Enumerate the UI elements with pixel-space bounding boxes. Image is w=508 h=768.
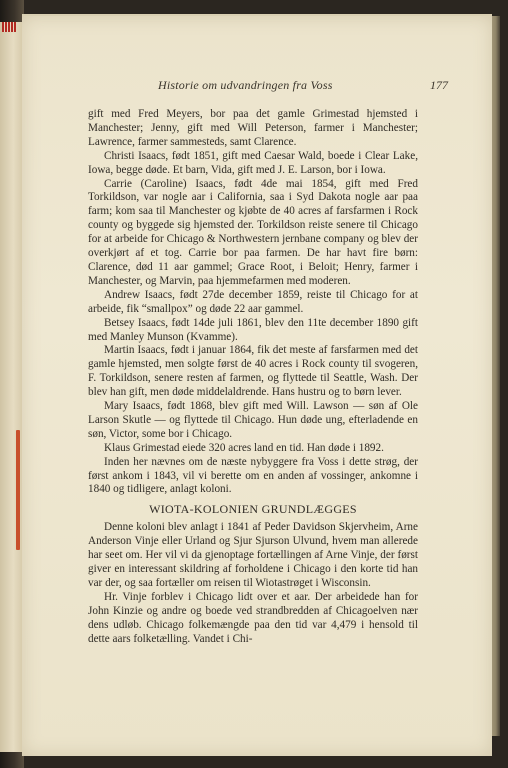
page-header [158,78,448,96]
page-body [88,108,418,646]
paragraph: Andrew Isaacs, født 27de december 1859, reiste til Chicago for at arbeide, fik “smallpox” og døde 22 aar gammel. [88,288,418,315]
book-spine-strip [0,22,23,752]
red-bookmark-ribbon [16,430,20,550]
paragraph: Martin Isaacs, født i januar 1864, fik det meste af farsfarmen med det gamle hjemsted, men solgte først de 40 acres i Rock county til svogeren, F. Torkildson, senere resten af farmen, og flyttede til Seattle, Wash. Der blev han gift, men døde middelaldrende. Hans hustru og to børn lever. [88,344,418,399]
page-number: 177 [430,78,448,92]
paragraph: Denne koloni blev anlagt i 1841 af Peder Davidson Skjervheim, Arne Anderson Vinje eller Urland og Sjur Sjurson Ulvund, hvem man allerede har seet om. Her vil vi da gjenoptage fortællingen af Arne Vinje, der først giver en interessant skildring af forholdene i Chicago i den korte tid han var der, og saa fortæller om reisen til Wiotastrøget i Wisconsin. [88,521,418,589]
paragraph: gift med Fred Meyers, bor paa det gamle Grimestad hjemsted i Manchester; Jenny, gift med Will Peterson, farmer i Manchester; Lawrence, farmer sammesteds, samt Clarence. [88,108,418,148]
paragraph: Inden her nævnes om de næste nybyggere fra Voss i dette strøg, der først ankom i 1843, vil vi berette om en anden af vossinger, ankomne i 1840 og tidligere, anlagt koloni. [88,455,418,496]
paragraph: Hr. Vinje forblev i Chicago lidt over et aar. Der arbeidede han for John Kinzie og andre og boede ved strandbredden af Chicagoelven nær dens udløb. Chicago folkemængde paa den tid var 4,479 i hensold til dette aars folketælling. Vandet i Chi- [88,590,418,645]
paragraph: Christi Isaacs, født 1851, gift med Caesar Wald, boede i Clear Lake, Iowa, begge døde. Et barn, Vida, gift med J. E. Larson, bor i Iowa. [88,149,418,176]
running-title: Historie om udvandringen fra Voss [158,78,333,92]
section-heading: WIOTA-KOLONIEN GRUNDLÆGGES [149,502,357,517]
paragraph: Mary Isaacs, født 1868, blev gift med Will. Lawson — søn af Ole Larson Skutle — og flyttede til Chicago. Hun døde ung, efterladende en søn, Victor, some bor i Chicago. [88,400,418,440]
paragraph: Klaus Grimestad eiede 320 acres land en tid. Han døde i 1892. [104,441,384,454]
paragraph: Betsey Isaacs, født 14de juli 1861, blev den 11te december 1890 gift med Manley Munson (Kvamme). [88,316,418,343]
red-spine-marker [2,22,16,32]
paragraph: Carrie (Caroline) Isaacs, født 4de mai 1854, gift med Fred Torkildson, var nogle aar i California, saa i Syd Dakota nogle aar paa farm; kom saa til Manchester og kjøbte de 40 acres af farsfarmen i Rock county og byggede sig hjemsted der. Torkildson reiste senere til Chicago for at arbeide for Chicago & Northwestern jernbane company og blev der overkjørt af et tog. Carrie bor paa farmen. De har havt fire børn: Clarence, død 11 aar gammel; Grace Root, i Beloit; Henry, farmer i Manchester, og Marvin, paa hjemmefarmen med moderen. [88,177,418,287]
